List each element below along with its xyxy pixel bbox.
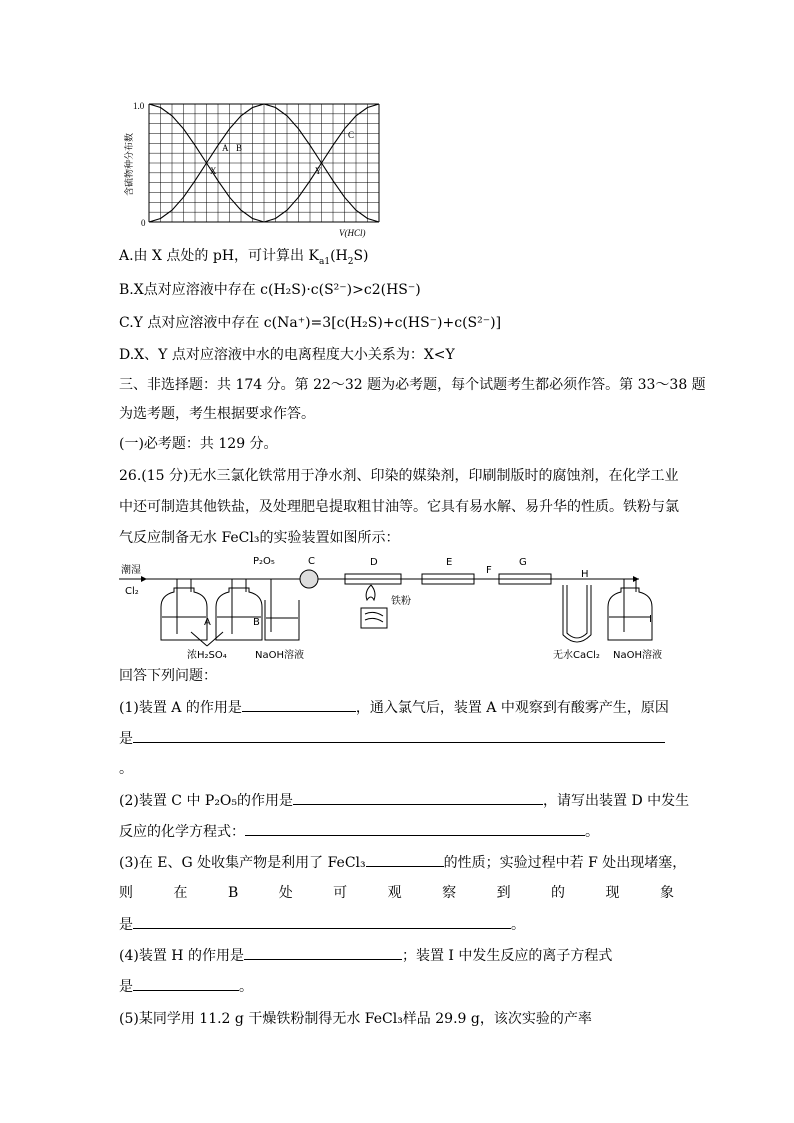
label-c: C [308, 556, 315, 567]
part5-line1: (5)某同学用 11.2 g 干燥铁粉制得无水 FeCl₃样品 29.9 g，该次实验的产率 [119, 1011, 592, 1027]
label-a: A [204, 617, 211, 628]
answer-blank[interactable] [244, 945, 402, 960]
option-d: D.X、Y 点对应溶液中水的电离程度大小关系为：X<Y [119, 347, 455, 363]
answer-blank[interactable] [133, 914, 511, 929]
chart-grid [149, 104, 379, 222]
point-label-b: B [236, 143, 243, 153]
p2o5-tube-c [300, 570, 318, 588]
bottle-i [608, 579, 652, 640]
h2so4-label: 浓H₂SO₄ [187, 650, 227, 661]
part3-line2: 则 在 B 处 可 观 察 到 的 现 象 [119, 885, 674, 901]
wet-cl2-label-1: 潮湿 [121, 565, 141, 576]
section3-line2: 为选考题，考生根据要求作答。 [119, 406, 315, 422]
part1-line3: 。 [119, 761, 133, 777]
answer-blank[interactable] [245, 821, 585, 836]
option-a: A.由 X 点处的 pH，可计算出 $K_{a1}(H_2S)$ [119, 248, 369, 267]
apparatus-diagram [119, 552, 669, 664]
part1-line2: 是 [119, 728, 665, 749]
answer-below: 回答下列问题： [119, 668, 217, 684]
x-axis-label: V(HCl) [339, 228, 366, 238]
species-distribution-chart [119, 96, 389, 241]
label-b: B [253, 617, 260, 628]
naoh-label-2: NaOH溶液 [613, 650, 662, 661]
part3-line3: 是 。 [119, 914, 525, 935]
label-f: F [486, 565, 492, 576]
y-axis-label: 含硫物种分布数 [125, 132, 135, 196]
y-tick-max: 1.0 [133, 101, 145, 111]
p2o5-label: P₂O₅ [253, 556, 275, 567]
label-i: I [649, 614, 652, 625]
answer-blank[interactable] [133, 728, 665, 743]
point-label-c: C [348, 130, 355, 140]
point-label-x: X [210, 166, 217, 176]
naoh-label-1: NaOH溶液 [255, 650, 304, 661]
cacl2-label: 无水CaCl₂ [553, 650, 600, 661]
bottle-a [161, 579, 207, 640]
q26-line3: 气反应制备无水 FeCl₃的实验装置如图所示： [119, 530, 400, 546]
part2-line2: 反应的化学方程式： 。 [119, 821, 599, 842]
naoh-beaker [265, 579, 299, 640]
point-label-y: Y [315, 166, 322, 176]
option-c: C.Y 点对应溶液中存在 c(Na⁺)=3[c(H₂S)+c(HS⁻)+c(S²⁻)] [119, 315, 502, 331]
u-tube-h [565, 585, 589, 640]
option-b: B.X点对应溶液中存在 c(H₂S)·c(S²⁻)>c2(HS⁻) [119, 282, 421, 298]
bottle-b [216, 579, 262, 640]
label-h: H [581, 569, 589, 580]
part1-line1: (1)装置 A 的作用是 ，通入氯气后，装置 A 中观察到有酸雾产生，原因 [119, 697, 669, 718]
q26-line1: 26.(15 分)无水三氯化铁常用于净水剂、印染的媒染剂，印刷制版时的腐蚀剂，在化学工业 [119, 468, 679, 484]
section3-line1: 三、非选择题：共 174 分。第 22～32 题为必考题，每个试题考生都必须作答。第 33～38 题 [119, 377, 706, 393]
answer-blank[interactable] [366, 852, 444, 867]
point-label-a: A [222, 143, 229, 153]
part2-line1: (2)装置 C 中 P₂O₅的作用是 ，请写出装置 D 中发生 [119, 790, 689, 811]
part4-line1: (4)装置 H 的作用是 ；装置 I 中发生反应的离子方程式 [119, 945, 612, 966]
answer-blank[interactable] [242, 697, 356, 712]
section3-required: (一)必考题：共 129 分。 [119, 436, 278, 452]
wet-cl2-label-2: Cl₂ [125, 586, 139, 597]
label-e: E [446, 557, 453, 568]
q26-line2: 中还可制造其他铁盐，及处理肥皂提取粗甘油等。它具有易水解、易升华的性质。铁粉与氯 [119, 499, 679, 515]
label-g: G [519, 557, 527, 568]
y-tick-min: 0 [141, 218, 146, 228]
part4-line2: 是 。 [119, 976, 253, 997]
iron-label: 铁粉 [391, 596, 411, 607]
answer-blank[interactable] [293, 790, 543, 805]
part3-line1: (3)在 E、G 处收集产物是利用了 FeCl₃ 的性质；实验过程中若 F 处出现堵塞， [119, 852, 686, 873]
answer-blank[interactable] [133, 976, 239, 991]
label-d: D [370, 557, 378, 568]
